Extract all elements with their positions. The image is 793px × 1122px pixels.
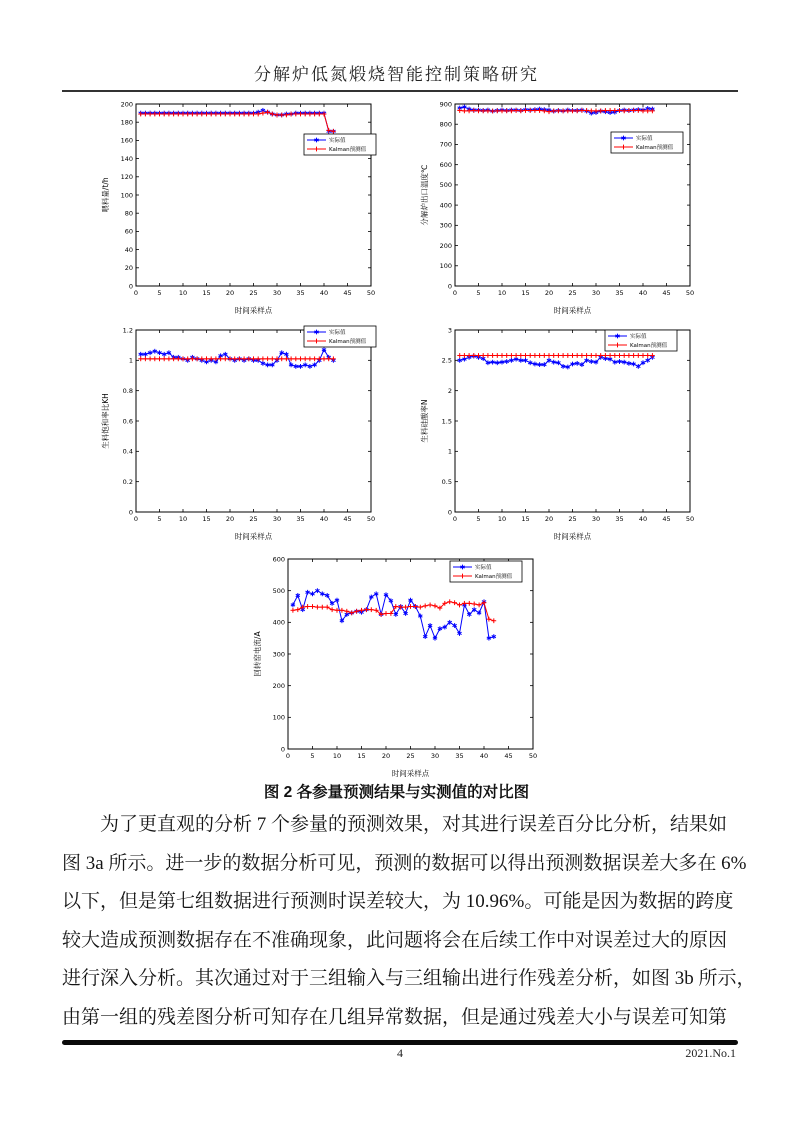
svg-text:20: 20 bbox=[225, 515, 235, 523]
svg-text:Kalman预测值: Kalman预测值 bbox=[630, 343, 668, 350]
svg-text:300: 300 bbox=[439, 221, 452, 230]
svg-text:200: 200 bbox=[439, 241, 452, 250]
svg-text:0: 0 bbox=[280, 745, 285, 754]
svg-text:30: 30 bbox=[591, 515, 601, 523]
svg-text:60: 60 bbox=[124, 227, 133, 236]
svg-text:0: 0 bbox=[285, 752, 291, 760]
svg-text:40: 40 bbox=[319, 515, 329, 523]
body-paragraph bbox=[62, 806, 756, 1037]
svg-text:0: 0 bbox=[133, 289, 139, 297]
svg-text:40: 40 bbox=[124, 245, 133, 254]
svg-text:25: 25 bbox=[249, 515, 258, 523]
svg-text:生料饱和率比KH: 生料饱和率比KH bbox=[101, 393, 110, 449]
svg-text:分解炉出口温度℃: 分解炉出口温度℃ bbox=[420, 164, 429, 226]
paragraph-line: 较大造成预测数据存在不准确现象，此问题将会在后续工作中对误差过大的原因 bbox=[62, 929, 728, 951]
svg-text:0: 0 bbox=[447, 282, 452, 291]
svg-text:900: 900 bbox=[439, 100, 452, 109]
svg-text:0: 0 bbox=[128, 508, 133, 517]
svg-text:10: 10 bbox=[497, 515, 507, 523]
svg-text:500: 500 bbox=[439, 181, 452, 190]
footer-issue-label: 2021.No.1 bbox=[685, 1046, 736, 1060]
svg-text:25: 25 bbox=[568, 289, 577, 297]
svg-text:5: 5 bbox=[157, 515, 162, 523]
svg-text:100: 100 bbox=[439, 262, 452, 271]
svg-text:喂料量/t/h: 喂料量/t/h bbox=[101, 177, 110, 213]
svg-text:15: 15 bbox=[521, 289, 530, 297]
svg-text:50: 50 bbox=[685, 289, 695, 297]
svg-text:实际值: 实际值 bbox=[329, 330, 346, 337]
svg-text:45: 45 bbox=[662, 515, 671, 523]
svg-text:40: 40 bbox=[638, 289, 648, 297]
svg-text:30: 30 bbox=[272, 515, 282, 523]
svg-text:25: 25 bbox=[249, 289, 258, 297]
svg-text:400: 400 bbox=[439, 201, 452, 210]
svg-text:时间采样点: 时间采样点 bbox=[391, 769, 430, 778]
svg-text:25: 25 bbox=[406, 752, 415, 760]
svg-text:180: 180 bbox=[120, 118, 133, 127]
svg-text:1.2: 1.2 bbox=[122, 326, 133, 335]
plot-canvas bbox=[100, 96, 382, 316]
svg-text:100: 100 bbox=[120, 191, 133, 200]
svg-text:35: 35 bbox=[296, 515, 305, 523]
svg-text:400: 400 bbox=[272, 618, 285, 627]
svg-text:时间采样点: 时间采样点 bbox=[553, 306, 592, 315]
svg-text:50: 50 bbox=[366, 515, 376, 523]
svg-text:25: 25 bbox=[568, 515, 577, 523]
svg-text:5: 5 bbox=[476, 289, 481, 297]
svg-text:20: 20 bbox=[124, 264, 133, 273]
plot-canvas bbox=[419, 96, 701, 316]
svg-text:10: 10 bbox=[178, 289, 188, 297]
svg-text:0: 0 bbox=[133, 515, 139, 523]
plot-canvas bbox=[419, 322, 701, 542]
svg-text:45: 45 bbox=[662, 289, 671, 297]
svg-text:Kalman预测值: Kalman预测值 bbox=[329, 147, 367, 154]
page-header-title: 分解炉低氮煅烧智能控制策略研究 bbox=[254, 65, 539, 84]
svg-text:50: 50 bbox=[685, 515, 695, 523]
paragraph-line: 以下，但是第七组数据进行预测时误差较大，为 10.96%。可能是因为数据的跨度 bbox=[62, 891, 734, 912]
header-rule bbox=[62, 90, 738, 92]
svg-text:10: 10 bbox=[497, 289, 507, 297]
svg-text:0.2: 0.2 bbox=[122, 477, 133, 486]
svg-text:10: 10 bbox=[178, 515, 188, 523]
svg-text:实际值: 实际值 bbox=[630, 334, 647, 341]
svg-text:40: 40 bbox=[638, 515, 648, 523]
svg-text:20: 20 bbox=[225, 289, 235, 297]
svg-text:0.5: 0.5 bbox=[441, 477, 452, 486]
svg-text:35: 35 bbox=[615, 515, 624, 523]
paragraph-line: 图 3a 所示。进一步的数据分析可见，预测的数据可以得出预测数据误差大多在 6% bbox=[62, 852, 747, 874]
svg-text:800: 800 bbox=[439, 120, 452, 129]
svg-text:Kalman预测值: Kalman预测值 bbox=[475, 574, 513, 581]
svg-text:120: 120 bbox=[120, 173, 133, 182]
svg-text:5: 5 bbox=[310, 752, 315, 760]
svg-text:45: 45 bbox=[343, 289, 352, 297]
svg-text:35: 35 bbox=[455, 752, 464, 760]
svg-text:140: 140 bbox=[120, 154, 133, 163]
svg-text:2.5: 2.5 bbox=[441, 356, 452, 365]
svg-text:50: 50 bbox=[528, 752, 538, 760]
svg-text:15: 15 bbox=[357, 752, 366, 760]
svg-text:时间采样点: 时间采样点 bbox=[234, 532, 273, 541]
chart-raw-meal-silica-ratio-n bbox=[419, 322, 701, 542]
svg-text:10: 10 bbox=[332, 752, 342, 760]
svg-text:实际值: 实际值 bbox=[329, 138, 346, 145]
svg-text:80: 80 bbox=[124, 209, 133, 218]
footer-page-number: 4 bbox=[397, 1046, 403, 1060]
svg-text:实际值: 实际值 bbox=[475, 565, 492, 572]
svg-text:时间采样点: 时间采样点 bbox=[553, 532, 592, 541]
paragraph-line: 由第一组的残差图分析可知存在几组异常数据，但是通过残差大小与误差可知第 bbox=[62, 1006, 728, 1028]
chart-feed-rate bbox=[100, 96, 382, 316]
chart-raw-meal-saturation-ratio-kh bbox=[100, 322, 382, 542]
svg-text:20: 20 bbox=[381, 752, 391, 760]
svg-text:0.6: 0.6 bbox=[122, 417, 133, 426]
svg-text:1.5: 1.5 bbox=[441, 417, 452, 426]
svg-text:15: 15 bbox=[521, 515, 530, 523]
svg-text:20: 20 bbox=[544, 515, 554, 523]
svg-text:0: 0 bbox=[128, 282, 133, 291]
svg-text:时间采样点: 时间采样点 bbox=[234, 306, 273, 315]
svg-text:300: 300 bbox=[272, 650, 285, 659]
svg-text:30: 30 bbox=[430, 752, 440, 760]
svg-text:5: 5 bbox=[157, 289, 162, 297]
svg-text:3: 3 bbox=[447, 326, 452, 335]
svg-text:2: 2 bbox=[447, 386, 452, 395]
svg-text:30: 30 bbox=[591, 289, 601, 297]
svg-text:20: 20 bbox=[544, 289, 554, 297]
svg-text:50: 50 bbox=[366, 289, 376, 297]
svg-text:30: 30 bbox=[272, 289, 282, 297]
svg-text:500: 500 bbox=[272, 586, 285, 595]
svg-text:生料硅酸率N: 生料硅酸率N bbox=[420, 399, 429, 443]
figure-caption: 图 2 各参量预测结果与实测值的对比图 bbox=[263, 784, 530, 801]
svg-text:600: 600 bbox=[439, 160, 452, 169]
plot-canvas bbox=[252, 551, 544, 779]
svg-text:600: 600 bbox=[272, 555, 285, 564]
plot-canvas bbox=[100, 322, 382, 542]
svg-text:0: 0 bbox=[452, 289, 458, 297]
svg-text:0.4: 0.4 bbox=[122, 447, 133, 456]
paragraph-line: 为了更直观的分析 7 个参量的预测效果，对其进行误差百分比分析，结果如 bbox=[100, 814, 728, 835]
chart-rotary-kiln-current bbox=[252, 551, 544, 779]
svg-text:35: 35 bbox=[296, 289, 305, 297]
svg-text:实际值: 实际值 bbox=[636, 136, 653, 143]
chart-calciner-outlet-temperature bbox=[419, 96, 701, 316]
svg-text:1: 1 bbox=[128, 356, 133, 365]
svg-text:0.8: 0.8 bbox=[122, 386, 133, 395]
footer bbox=[62, 1046, 738, 1064]
svg-text:40: 40 bbox=[319, 289, 329, 297]
svg-text:200: 200 bbox=[120, 100, 133, 109]
svg-text:35: 35 bbox=[615, 289, 624, 297]
svg-text:40: 40 bbox=[479, 752, 489, 760]
svg-text:45: 45 bbox=[504, 752, 513, 760]
svg-text:0: 0 bbox=[452, 515, 458, 523]
svg-text:200: 200 bbox=[272, 681, 285, 690]
svg-text:160: 160 bbox=[120, 136, 133, 145]
svg-text:5: 5 bbox=[476, 515, 481, 523]
svg-text:15: 15 bbox=[202, 515, 211, 523]
svg-text:1: 1 bbox=[447, 447, 452, 456]
svg-text:Kalman预测值: Kalman预测值 bbox=[329, 339, 367, 346]
svg-text:45: 45 bbox=[343, 515, 352, 523]
svg-text:100: 100 bbox=[272, 713, 285, 722]
svg-text:Kalman预测值: Kalman预测值 bbox=[636, 145, 674, 152]
svg-text:0: 0 bbox=[447, 508, 452, 517]
footer-rule bbox=[62, 1040, 738, 1045]
svg-text:15: 15 bbox=[202, 289, 211, 297]
paragraph-line: 进行深入分析。其次通过对于三组输入与三组输出进行作残差分析，如图 3b 所示， bbox=[62, 968, 756, 989]
svg-text:700: 700 bbox=[439, 140, 452, 149]
svg-text:回转窑电流/A: 回转窑电流/A bbox=[253, 631, 262, 677]
